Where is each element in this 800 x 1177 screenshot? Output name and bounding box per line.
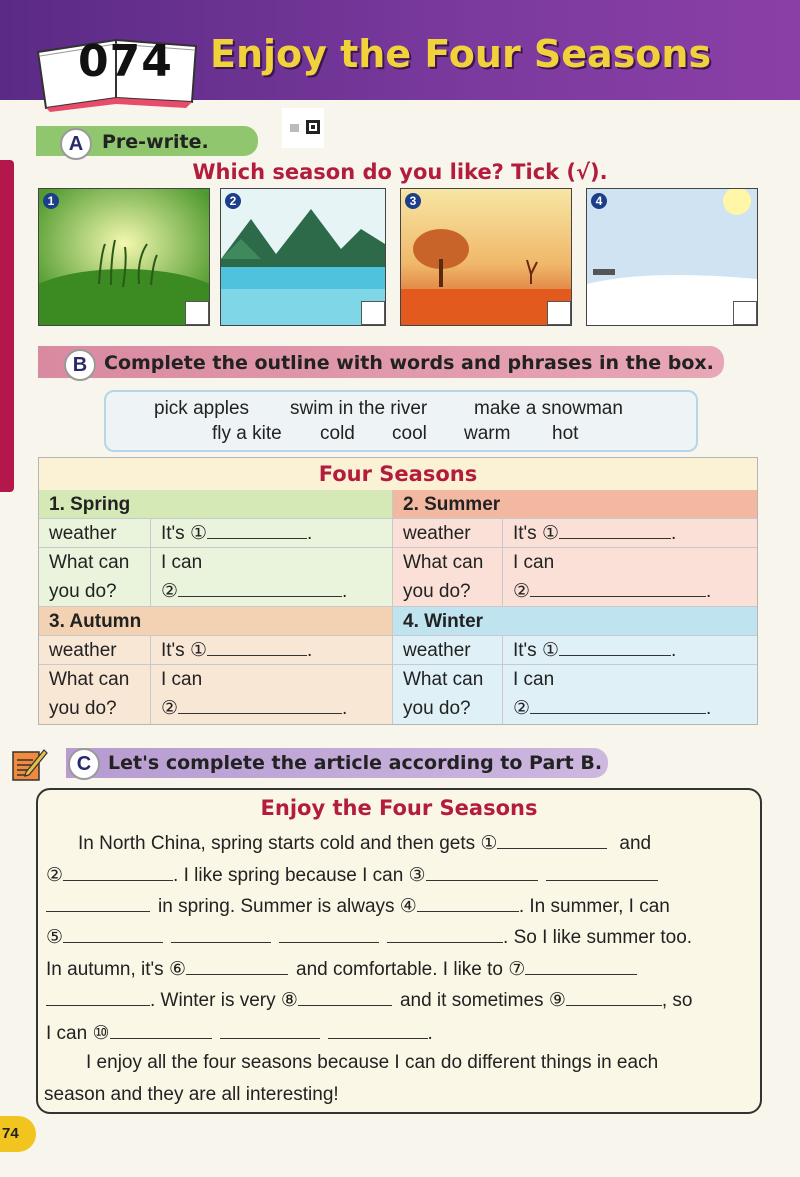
- answer-blank[interactable]: [207, 639, 307, 656]
- answer-blank[interactable]: [171, 926, 271, 943]
- weather-label: weather: [393, 519, 503, 548]
- picture-number: 1: [43, 193, 59, 209]
- answer-blank[interactable]: [63, 926, 163, 943]
- writing-pencil-icon: [12, 746, 48, 782]
- article-text: .: [427, 1023, 433, 1044]
- weather-label: weather: [39, 636, 151, 665]
- period: .: [671, 640, 677, 661]
- article-line-4: [46, 926, 692, 949]
- article-line-3: [46, 895, 670, 918]
- answer-blank[interactable]: [207, 522, 307, 539]
- answer-blank[interactable]: [559, 639, 671, 656]
- word-item: pick apples: [154, 398, 250, 419]
- answer-blank[interactable]: [525, 958, 637, 975]
- word-item: hot: [552, 423, 579, 444]
- word-item: cool: [392, 423, 427, 444]
- article-line-7: [46, 1022, 433, 1045]
- answer-blank[interactable]: [530, 697, 706, 714]
- article-text: , so: [661, 990, 693, 1011]
- section-c-letter: C: [68, 748, 100, 780]
- what-can-text: What can: [49, 669, 130, 690]
- picture-number: 3: [405, 193, 421, 209]
- its-prefix: It's ①: [513, 640, 559, 661]
- what-can-text: What can: [403, 669, 484, 690]
- tick-box-2[interactable]: [361, 301, 385, 325]
- answer-blank[interactable]: [387, 926, 503, 943]
- answer-blank[interactable]: [178, 580, 342, 597]
- article-line-5: [46, 958, 637, 981]
- answer-blank[interactable]: [328, 1022, 428, 1039]
- winter-weather-cell[interactable]: [503, 636, 757, 665]
- you-do-text: you do?: [49, 581, 117, 602]
- weather-label: weather: [39, 519, 151, 548]
- marker-2: ②: [513, 581, 531, 602]
- spring-header: 1. Spring: [39, 490, 393, 519]
- article-text: . I like spring because I can ③: [173, 865, 426, 886]
- article-line-6: [46, 989, 693, 1012]
- period: .: [307, 523, 313, 544]
- autumn-weather-cell[interactable]: [151, 636, 393, 665]
- period: .: [706, 581, 712, 602]
- section-c-label: Let's complete the article according to Part B.: [108, 752, 603, 774]
- tick-box-1[interactable]: [185, 301, 209, 325]
- what-can-text: What can: [403, 552, 484, 573]
- word-item: cold: [320, 423, 355, 444]
- spring-weather-cell[interactable]: [151, 519, 393, 548]
- article-text: . In summer, I can: [518, 896, 670, 917]
- marker-2: ②: [161, 698, 179, 719]
- period: .: [342, 698, 348, 719]
- qr-code-icon: [282, 108, 324, 148]
- season-picture-2: [220, 188, 386, 326]
- autumn-sunset-picture-icon: [401, 189, 571, 325]
- answer-blank[interactable]: [279, 926, 379, 943]
- spring-activity-cell[interactable]: [151, 548, 393, 607]
- article-text: ②: [46, 865, 64, 886]
- summer-weather-cell[interactable]: [503, 519, 757, 548]
- answer-blank[interactable]: [417, 895, 519, 912]
- article-text: . Winter is very ⑧: [150, 990, 298, 1011]
- section-a-question: Which season do you like? Tick (√).: [192, 160, 608, 184]
- weather-label: weather: [393, 636, 503, 665]
- article-text: and it sometimes ⑨: [399, 990, 566, 1011]
- period: .: [307, 640, 313, 661]
- answer-blank[interactable]: [546, 864, 658, 881]
- what-can-label: [39, 548, 151, 607]
- you-do-text: you do?: [49, 698, 117, 719]
- word-item: make a snowman: [474, 398, 623, 419]
- winter-snow-picture-icon: [587, 189, 757, 325]
- answer-blank[interactable]: [46, 895, 150, 912]
- section-a-letter: A: [60, 128, 92, 160]
- answer-blank[interactable]: [426, 864, 538, 881]
- period: .: [706, 698, 712, 719]
- answer-blank[interactable]: [298, 989, 392, 1006]
- word-item: fly a kite: [212, 423, 282, 444]
- article-line-2: [46, 864, 658, 887]
- answer-blank[interactable]: [110, 1022, 212, 1039]
- article-text: In North China, spring starts cold and then gets ①: [78, 833, 498, 854]
- answer-blank[interactable]: [566, 989, 662, 1006]
- winter-activity-cell[interactable]: [503, 665, 757, 724]
- article-text: I can ⑩: [46, 1023, 110, 1044]
- article-text: and comfortable. I like to ⑦: [296, 959, 526, 980]
- winter-header: 4. Winter: [393, 607, 757, 636]
- summer-header: 2. Summer: [393, 490, 757, 519]
- picture-number: 2: [225, 193, 241, 209]
- article-box: [36, 788, 762, 1114]
- four-seasons-table: [38, 457, 758, 725]
- i-can-text: I can: [161, 669, 203, 690]
- what-can-text: What can: [49, 552, 130, 573]
- tick-box-3[interactable]: [547, 301, 571, 325]
- article-line-9: season and they are all interesting!: [44, 1084, 339, 1105]
- marker-2: ②: [161, 581, 179, 602]
- answer-blank[interactable]: [178, 697, 342, 714]
- article-text: In autumn, it's ⑥: [46, 959, 186, 980]
- answer-blank[interactable]: [186, 958, 288, 975]
- answer-blank[interactable]: [497, 832, 607, 849]
- season-picture-3: [400, 188, 572, 326]
- section-a-label: Pre-write.: [102, 131, 209, 153]
- period: .: [671, 523, 677, 544]
- article-line-1: [78, 832, 651, 855]
- what-can-label: [39, 665, 151, 724]
- answer-blank[interactable]: [46, 989, 150, 1006]
- answer-blank[interactable]: [530, 580, 706, 597]
- what-can-label: [393, 548, 503, 607]
- you-do-text: you do?: [403, 698, 471, 719]
- i-can-text: I can: [161, 552, 203, 573]
- word-box: [104, 390, 698, 452]
- section-b-letter: B: [64, 349, 96, 381]
- article-title: Enjoy the Four Seasons: [260, 796, 538, 820]
- section-b-label: Complete the outline with words and phrases in the box.: [104, 352, 714, 374]
- what-can-label: [393, 665, 503, 724]
- word-item: swim in the river: [290, 398, 428, 419]
- season-picture-4: [586, 188, 758, 326]
- its-prefix: It's ①: [161, 640, 207, 661]
- marker-2: ②: [513, 698, 531, 719]
- unit-number: 074: [78, 36, 173, 87]
- word-item: warm: [464, 423, 511, 444]
- autumn-activity-cell[interactable]: [151, 665, 393, 724]
- spring-grass-picture-icon: [39, 189, 209, 325]
- you-do-text: you do?: [403, 581, 471, 602]
- answer-blank[interactable]: [63, 864, 173, 881]
- answer-blank[interactable]: [220, 1022, 320, 1039]
- its-prefix: It's ①: [161, 523, 207, 544]
- article-line-8: I enjoy all the four seasons because I can do different things in each: [86, 1052, 659, 1073]
- i-can-text: I can: [513, 669, 555, 690]
- period: .: [342, 581, 348, 602]
- page-title: Enjoy the Four Seasons: [210, 32, 712, 76]
- picture-number: 4: [591, 193, 607, 209]
- answer-blank[interactable]: [559, 522, 671, 539]
- side-tab: [0, 160, 14, 492]
- article-text: . So I like summer too.: [503, 927, 693, 948]
- article-text: and: [619, 833, 652, 854]
- tick-box-4[interactable]: [733, 301, 757, 325]
- autumn-header: 3. Autumn: [39, 607, 393, 636]
- page-number: 74: [0, 1116, 36, 1152]
- i-can-text: I can: [513, 552, 555, 573]
- season-picture-1: [38, 188, 210, 326]
- summer-activity-cell[interactable]: [503, 548, 757, 607]
- its-prefix: It's ①: [513, 523, 559, 544]
- article-text: in spring. Summer is always ④: [158, 896, 417, 917]
- table-title: Four Seasons: [39, 458, 757, 490]
- article-text: ⑤: [46, 927, 64, 948]
